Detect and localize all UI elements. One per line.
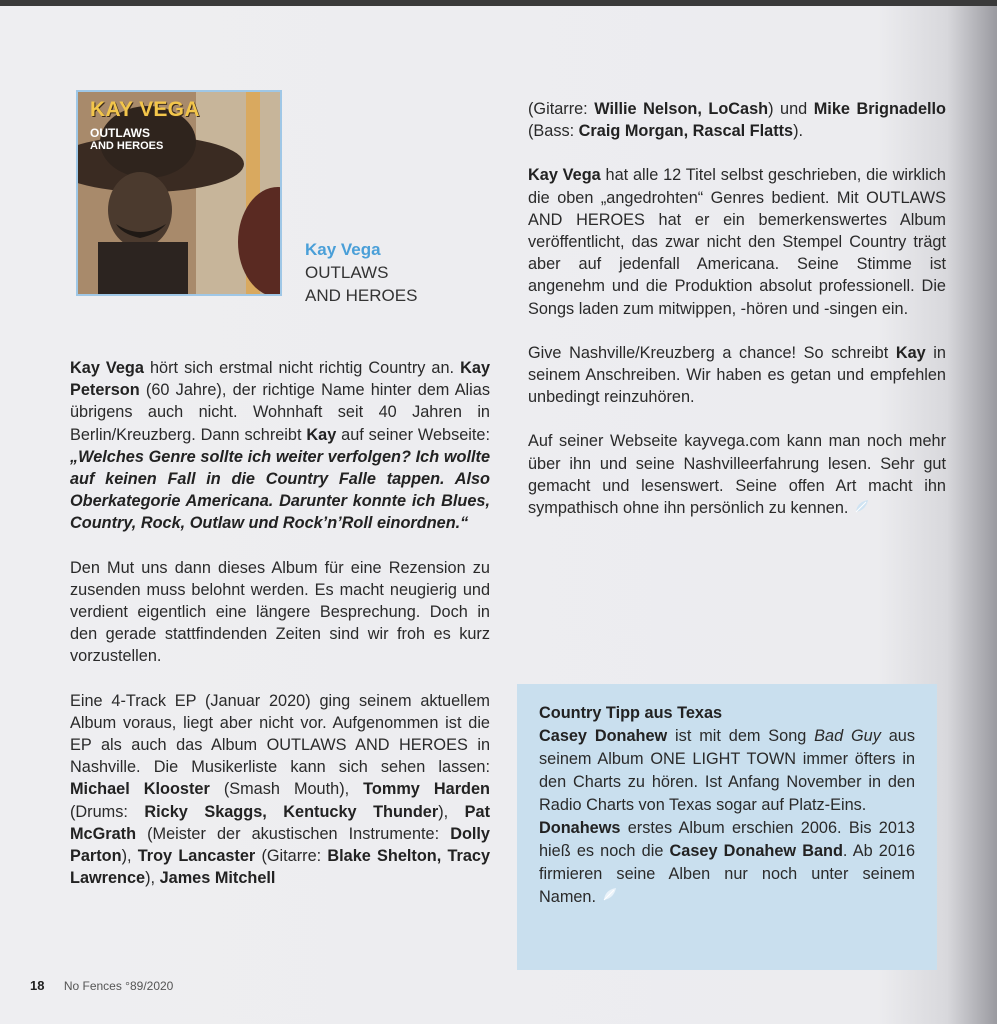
text-run: James Mitchell — [159, 869, 276, 888]
paragraph — [70, 690, 490, 890]
album-name-line2: AND HEROES — [305, 286, 418, 305]
text-run: Kay Peterson — [70, 359, 490, 400]
text-run: (Meister der akustischen Instrumente: — [136, 824, 451, 843]
cover-title: KAY VEGA — [90, 98, 200, 121]
album-artist: Kay Vega — [305, 240, 381, 259]
text-run: hat alle 12 Titel selbst geschrieben, die wirklich die oben „angedrohten“ Genres bedient. Mit OUTLAWS AND HEROES hat er ein bemerkenswertes Album veröffentlicht, das zwar nicht den Stempel Country trägt aber auf jedenfall Americana. Seine Stimme ist angenehm und die Produktion absolut professionell. Die Songs laden zum mitwippen, -hören und -singen ein. — [528, 166, 946, 318]
text-run: ist mit dem Song — [667, 727, 815, 745]
text-run: ). — [793, 122, 804, 141]
text-run: Casey Donahew — [539, 727, 668, 745]
text-run: Bad Guy — [814, 727, 881, 745]
paragraph — [528, 342, 946, 409]
page-number: 18 — [30, 978, 45, 993]
leaf-icon — [602, 886, 618, 909]
text-run: hört sich erstmal nicht richtig Country an. — [143, 359, 461, 377]
page-footer — [30, 978, 173, 993]
text-run: Ricky Skaggs, Kentucky Thunder — [144, 802, 439, 821]
text-run: Tommy Harden — [363, 780, 490, 799]
magazine-issue: No Fences °89/2020 — [63, 979, 174, 993]
paragraph — [539, 725, 915, 817]
text-run: (Drums: — [70, 802, 145, 821]
text-run: Auf seiner Webseite kayvega.com kann man noch mehr über ihn und seine Nashvilleerfahrung lesen. Sehr gut gemacht und lesenswert. Seine offen Art macht ihn sympathisch ohne ihn persönlich zu kennen. — [528, 432, 946, 518]
top-edge — [0, 0, 997, 6]
text-run: Kay — [306, 425, 337, 444]
tip-heading: Country Tipp aus Texas — [539, 704, 723, 722]
text-run: (Gitarre: — [255, 847, 328, 866]
cover-illustration — [78, 92, 282, 296]
paragraph-with-end-mark — [539, 817, 915, 909]
text-run: Donahews — [539, 819, 621, 837]
text-run: aus seinem Album ONE LIGHT TOWN immer öfters in den Charts zu hören. Ist Anfang November in den Radio Charts von Texas sogar auf Platz-Eins. — [539, 727, 915, 814]
text-run: (Smash Mouth), — [209, 780, 364, 799]
text-run: Willie Nelson, LoCash — [594, 100, 769, 118]
text-run: auf seiner Webseite: — [336, 425, 490, 444]
cover-subtitle-line2: AND HEROES — [90, 140, 164, 152]
text-run: Pat McGrath — [70, 802, 490, 843]
text-run: erstes Album erschien 2006. Bis 2013 hieß es noch die — [539, 819, 915, 860]
text-run: (60 Jahre), der richtige Name hinter dem Alias übrigens auch nicht. Wohnhaft seit 40 Jahren in Berlin/Kreuzberg. Dann schreibt — [70, 381, 490, 444]
album-info — [305, 238, 417, 307]
text-run: ) und — [768, 100, 814, 118]
text-run: in seinem Anschreiben. Wir haben es getan und empfehlen unbedingt reinzuhören. — [528, 343, 946, 407]
text-run: Kay Vega — [528, 166, 601, 185]
text-run: Kay — [895, 343, 926, 362]
cover-subtitle-line1: OUTLAWS — [90, 126, 150, 140]
text-run: Den Mut uns dann dieses Album für eine Rezension zu zusenden muss belohnt werden. Es macht neugierig und verdient eigentlich eine längere Besprechung. Doch in den gerade stattfindenden Zeiten sind wir froh es kurz vorzustellen. — [70, 558, 490, 666]
right-column — [528, 98, 946, 520]
text-run: Blake Shelton, Tracy Lawrence — [70, 847, 490, 888]
text-run: ), — [145, 869, 160, 888]
text-run: Michael Klooster — [70, 780, 210, 799]
text-run: Troy Lancaster — [137, 847, 256, 866]
text-run: Dolly Parton — [70, 824, 490, 866]
text-run: (Bass: — [528, 122, 579, 141]
text-run: Craig Morgan, Rascal Flatts — [578, 122, 794, 141]
leaf-icon — [854, 498, 870, 520]
paragraph-with-end-mark — [528, 430, 946, 519]
paragraph — [70, 357, 490, 535]
text-run: ), — [438, 802, 465, 821]
text-run: ), — [121, 847, 138, 866]
text-run: Give Nashville/Kreuzberg a chance! So schreibt — [528, 343, 896, 362]
text-run: . Ab 2016 firmieren seine Alben nur noch unter seinem Namen. — [539, 842, 915, 906]
paragraph — [528, 164, 946, 319]
text-run: Kay Vega — [70, 359, 144, 377]
paragraph — [70, 557, 490, 668]
text-run: Casey Donahew Band — [669, 842, 843, 860]
text-run: Eine 4-Track EP (Januar 2020) ging seinem aktuellem Album voraus, liegt aber nicht vor. Aufgenommen ist die EP als auch das Album OUTLAWS AND HEROES in Nashville. Die Musikerliste kann sich sehen lassen: — [70, 691, 490, 777]
country-tip-box — [517, 684, 937, 970]
left-column — [70, 357, 490, 889]
text-run: (Gitarre: — [528, 100, 595, 118]
album-name-line1: OUTLAWS — [305, 263, 389, 282]
text-run: „Welches Genre sollte ich weiter verfolgen? Ich wollte auf keinen Fall in die Country Falle tappen. Also Oberkategorie Americana. Darunter konnte ich Blues, Country, Rock, Outlaw und Rock’n’Roll einordnen.“ — [70, 447, 490, 533]
paragraph — [528, 98, 946, 142]
album-cover-image — [76, 90, 282, 296]
text-run: Mike Brignadello — [813, 100, 946, 118]
